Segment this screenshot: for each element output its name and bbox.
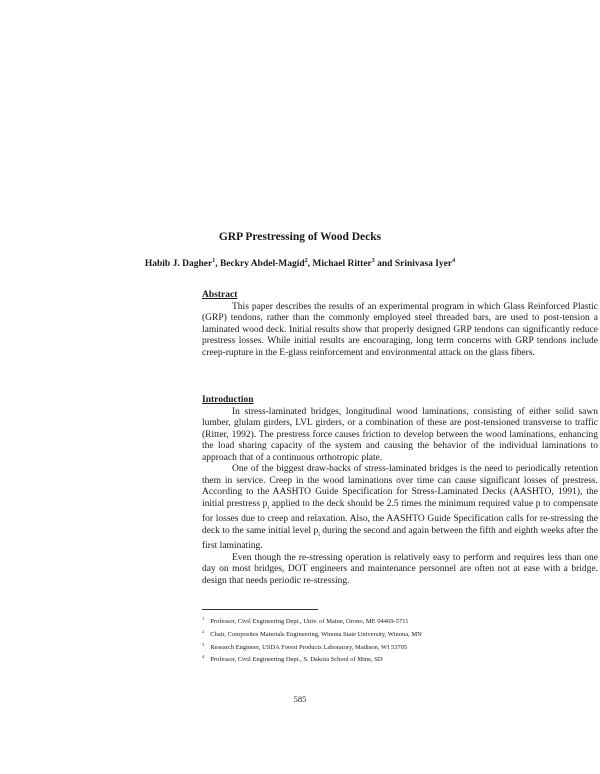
subscript: i bbox=[267, 504, 270, 511]
author-name: Srinivasa Iyer bbox=[394, 259, 453, 270]
author-separator: and bbox=[374, 259, 395, 270]
author-separator: , bbox=[215, 259, 220, 270]
paragraph-text: during the second and again between the fifth and eighth weeks after the first laminating. bbox=[202, 525, 598, 552]
introduction-section bbox=[202, 395, 598, 587]
author-mark: 3 bbox=[371, 258, 375, 264]
abstract-text: This paper describes the results of an experimental program in which Glass Reinforced Plastic (GRP) tendons, rather than the commonly employed steel threaded bars, are used to post-tension a laminated wood deck. Initial results show that properly designed GRP tendons can significantly reduce prestress losses. While initial results are encouraging, long term concerns with GRP tendons include creep-rupture in the E-glass reinforcement and environmental attack on the glass fibers. bbox=[202, 301, 598, 358]
footnote-text: Research Engineer, USDA Forest Products Laboratory, Madison, WI 53705 bbox=[210, 643, 408, 651]
subscript: i bbox=[318, 531, 320, 538]
paper-title: GRP Prestressing of Wood Decks bbox=[218, 231, 382, 243]
paragraph-text: applied to the deck should be 2.5 times the minimum required value p to compensate for losses due to creep and relaxation. Also, the AASHTO Guide Specification calls for re-stressing the deck to the same initial level p bbox=[202, 498, 598, 536]
introduction-paragraph-3: Even though the re-stressing operation is relatively easy to perform and requires less than one day on most bridges, DOT engineers and maintenance personnel are often not at ease with a bridge. design that needs periodic re-stressing. bbox=[202, 552, 598, 586]
footnote bbox=[202, 627, 598, 640]
footnote-mark: 4 bbox=[202, 654, 205, 660]
introduction-paragraph-1: In stress-laminated bridges, longitudinal wood laminations, consisting of either solid sawn lumber, glulam girders, LVL girders, or a combination of these are post-tensioned transverse to traffic (Ritter, 1992). The prestress force causes friction to develop between the wood laminations, enhancing the load sharing capacity of the system and causing the behavior of the individual laminations to approach that of a continuous orthotropic plate. bbox=[202, 406, 598, 463]
footnote-mark: 1 bbox=[202, 616, 205, 621]
author-list bbox=[0, 258, 600, 269]
author-mark: 1 bbox=[212, 258, 216, 264]
author-name: Michael Ritter bbox=[312, 259, 372, 270]
author-mark: 2 bbox=[304, 258, 308, 264]
footnote-text: Professor, Civil Engineering Dept., Univ. of Maine, Orono, ME 04469-5711 bbox=[210, 618, 409, 626]
abstract-section bbox=[202, 290, 598, 359]
footnote bbox=[202, 652, 598, 665]
introduction-paragraph-2 bbox=[202, 464, 598, 553]
footnotes bbox=[202, 614, 598, 665]
author-name: Habib J. Dagher bbox=[144, 259, 213, 270]
paragraph-text: One of the biggest draw-backs of stress-laminated bridges is the need to periodically retention them in service. Creep in the wood laminations over time can cause significant losses of prestress. According to the AASHTO Guide Specification for Stress-Laminated Decks (AASHTO, 1991), the initial prestress p bbox=[202, 464, 598, 509]
abstract-heading: Abstract bbox=[202, 290, 238, 300]
footnote bbox=[202, 614, 598, 627]
footnote-text: Professor, Civil Engineering Dept., S. Dakota School of Mine, SD bbox=[210, 656, 383, 664]
author-separator: , bbox=[307, 259, 313, 270]
author-name: Beckry Abdel-Magid bbox=[219, 259, 305, 270]
author-mark: 4 bbox=[452, 258, 456, 264]
page-number: 585 bbox=[293, 694, 307, 704]
footnote-divider bbox=[202, 609, 318, 610]
footnote-mark: 3 bbox=[202, 641, 205, 647]
footnote-mark: 2 bbox=[202, 628, 205, 634]
footnote-text: Chair, Composites Materials Engineering, Winona State University, Winona, MN bbox=[210, 630, 422, 638]
footnote bbox=[202, 640, 598, 653]
introduction-heading: Introduction bbox=[202, 395, 254, 405]
